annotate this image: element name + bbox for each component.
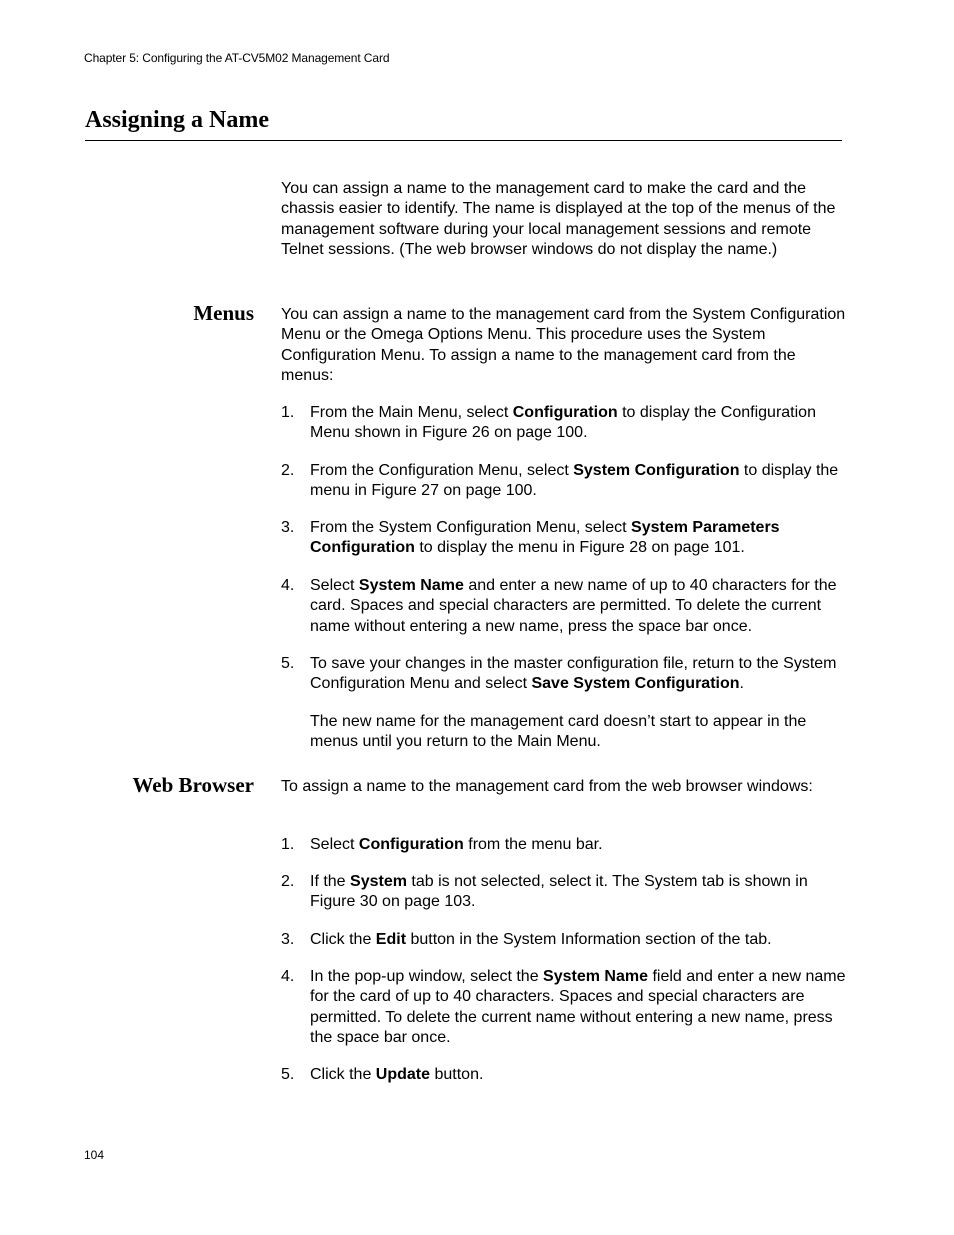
web-step: [281, 1065, 846, 1085]
step-number: 5.: [281, 1066, 295, 1083]
step-text: From the Configuration Menu, select: [310, 462, 574, 479]
step-text: To save your changes in the master configuration file, return to the System Configuration Menu and select: [310, 655, 837, 693]
step-text: to display the menu in Figure 28 on page 101.: [414, 539, 745, 557]
intro-paragraph: You can assign a name to the management card to make the card and the chassis easier to identify. The name is displayed at the top of the menus of the management software during your local management sessions and remote Telnet sessions. (The web browser windows do not display the name.): [281, 180, 836, 258]
title-rule: [85, 140, 842, 141]
menus-heading: Menus: [193, 301, 254, 325]
step-number: 3.: [281, 519, 295, 536]
menus-step: [281, 461, 846, 502]
step-term: Update: [375, 1066, 431, 1083]
menus-step: [281, 403, 846, 444]
step-term: System Configuration: [573, 462, 740, 479]
step-number: 3.: [281, 931, 295, 948]
step-term: System Name: [543, 968, 648, 985]
step-text: Click the: [310, 931, 376, 948]
step-text: tab is not selected, select it. The System tab is shown in Figure 30 on page 103.: [310, 873, 808, 911]
menus-step: [281, 518, 846, 559]
step-text: button in the System Information section of the tab.: [406, 931, 772, 948]
step-text: and enter a new name of up to 40 characters for the card. Spaces and special characters are permitted. To delete the current name without entering a new name, press the space bar once.: [310, 577, 837, 635]
running-header: Chapter 5: Configuring the AT-CV5M02 Management Card: [84, 51, 390, 65]
step-number: 5.: [281, 655, 295, 672]
step-term: System: [350, 873, 407, 890]
step-term: System Name: [358, 577, 464, 594]
menus-note: The new name for the management card doesn’t start to appear in the menus until you return to the Main Menu.: [310, 713, 807, 751]
step-term: Save System Configuration: [531, 675, 740, 693]
step-text: In the pop-up window, select the: [310, 968, 544, 985]
step-number: 2.: [281, 873, 295, 890]
step-text: From the System Configuration Menu, select: [310, 519, 632, 536]
web-step: [281, 930, 846, 950]
step-text: .: [739, 675, 744, 693]
step-number: 4.: [281, 968, 295, 985]
step-text: field and enter a new name for the card of up to 40 characters. Spaces and special characters are permitted. To delete the current name without entering a new name, press the space bar once.: [310, 968, 846, 1046]
web-step: [281, 967, 846, 1048]
menus-step: [281, 576, 846, 637]
menus-intro: You can assign a name to the management card from the System Configuration Menu or the Omega Options Menu. This procedure uses the System Configuration Menu. To assign a name to the management card from the menus:: [281, 306, 846, 384]
menus-step: [281, 654, 846, 695]
step-text: to display the menu in Figure 27 on page 100.: [310, 462, 839, 500]
step-term: Configuration: [358, 836, 464, 853]
step-number: 1.: [281, 836, 295, 853]
step-number: 1.: [281, 404, 295, 421]
step-text: from the menu bar.: [463, 836, 603, 853]
step-number: 2.: [281, 462, 295, 479]
web-step: [281, 835, 846, 855]
step-text: to display the Configuration Menu shown in Figure 26 on page 100.: [310, 404, 816, 442]
section-title: Assigning a Name: [85, 107, 270, 133]
step-number: 4.: [281, 577, 295, 594]
step-term: System Parameters Configuration: [310, 519, 780, 557]
page-number: 104: [84, 1148, 105, 1162]
web-step: [281, 872, 846, 913]
step-term: Configuration: [512, 404, 618, 421]
step-text: Select: [310, 577, 359, 594]
step-text: If the: [310, 873, 351, 890]
step-text: Select: [310, 836, 359, 853]
step-term: Edit: [375, 931, 407, 948]
web-browser-heading: Web Browser: [132, 773, 254, 797]
step-text: button.: [430, 1066, 484, 1083]
web-browser-intro: To assign a name to the management card from the web browser windows:: [281, 778, 813, 795]
step-text: From the Main Menu, select: [310, 404, 513, 421]
step-text: Click the: [310, 1066, 376, 1083]
